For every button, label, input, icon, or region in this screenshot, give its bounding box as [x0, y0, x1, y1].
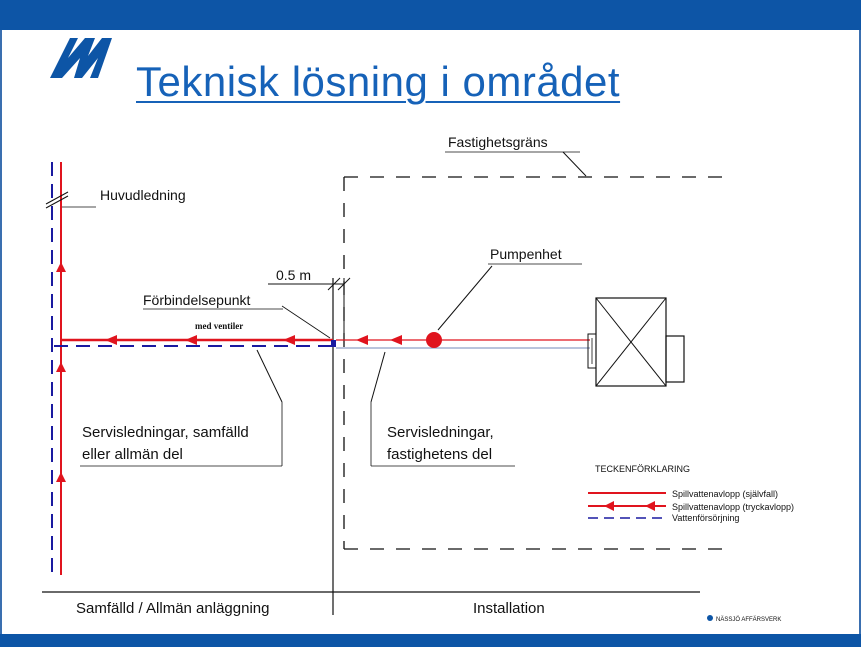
distance-label: 0.5 m — [276, 267, 312, 283]
property-boundary-label: Fastighetsgräns — [448, 134, 548, 150]
pump-unit-leader — [438, 266, 492, 330]
service-line-property — [336, 335, 590, 348]
legend-label-water: Vattenförsörjning — [672, 513, 740, 523]
service-shared-leader — [257, 350, 282, 402]
service-property-leader — [371, 352, 385, 402]
connection-point-leader — [282, 306, 330, 338]
bottom-label-installation: Installation — [473, 600, 545, 617]
service-property-label-line2: fastighetens del — [387, 446, 493, 463]
legend-label-gravity: Spillvattenavlopp (självfall) — [672, 489, 779, 499]
footer-brand-dot — [707, 615, 713, 621]
pump-unit — [426, 332, 442, 348]
main-line — [46, 162, 68, 578]
connection-point-label: Förbindelsepunkt — [143, 292, 251, 308]
legend-arrow-pressure-1 — [604, 501, 614, 511]
connection-point — [331, 340, 336, 347]
pump-unit-label: Pumpenhet — [490, 246, 562, 262]
page-title: Teknisk lösning i området — [136, 58, 621, 105]
legend — [588, 464, 794, 523]
legend-arrow-pressure-2 — [645, 501, 655, 511]
main-line-label: Huvudledning — [100, 187, 186, 203]
valves-label: med ventiler — [195, 321, 244, 331]
legend-title: TECKENFÖRKLARING — [595, 464, 691, 474]
footer-brand-text: NÄSSJÖ AFFÄRSVERK — [716, 617, 782, 623]
legend-label-pressure: Spillvattenavlopp (tryckavlopp) — [672, 502, 795, 512]
service-property-label-line1: Servisledningar, — [387, 424, 494, 441]
property-boundary — [344, 177, 728, 549]
bottom-label-shared: Samfälld / Allmän anläggning — [76, 600, 270, 617]
building — [588, 298, 684, 386]
service-shared-label-line1: Servisledningar, samfälld — [82, 424, 249, 441]
property-boundary-leader — [563, 152, 586, 176]
service-line-shared — [54, 335, 333, 346]
service-shared-label-line2: eller allmän del — [82, 446, 183, 463]
